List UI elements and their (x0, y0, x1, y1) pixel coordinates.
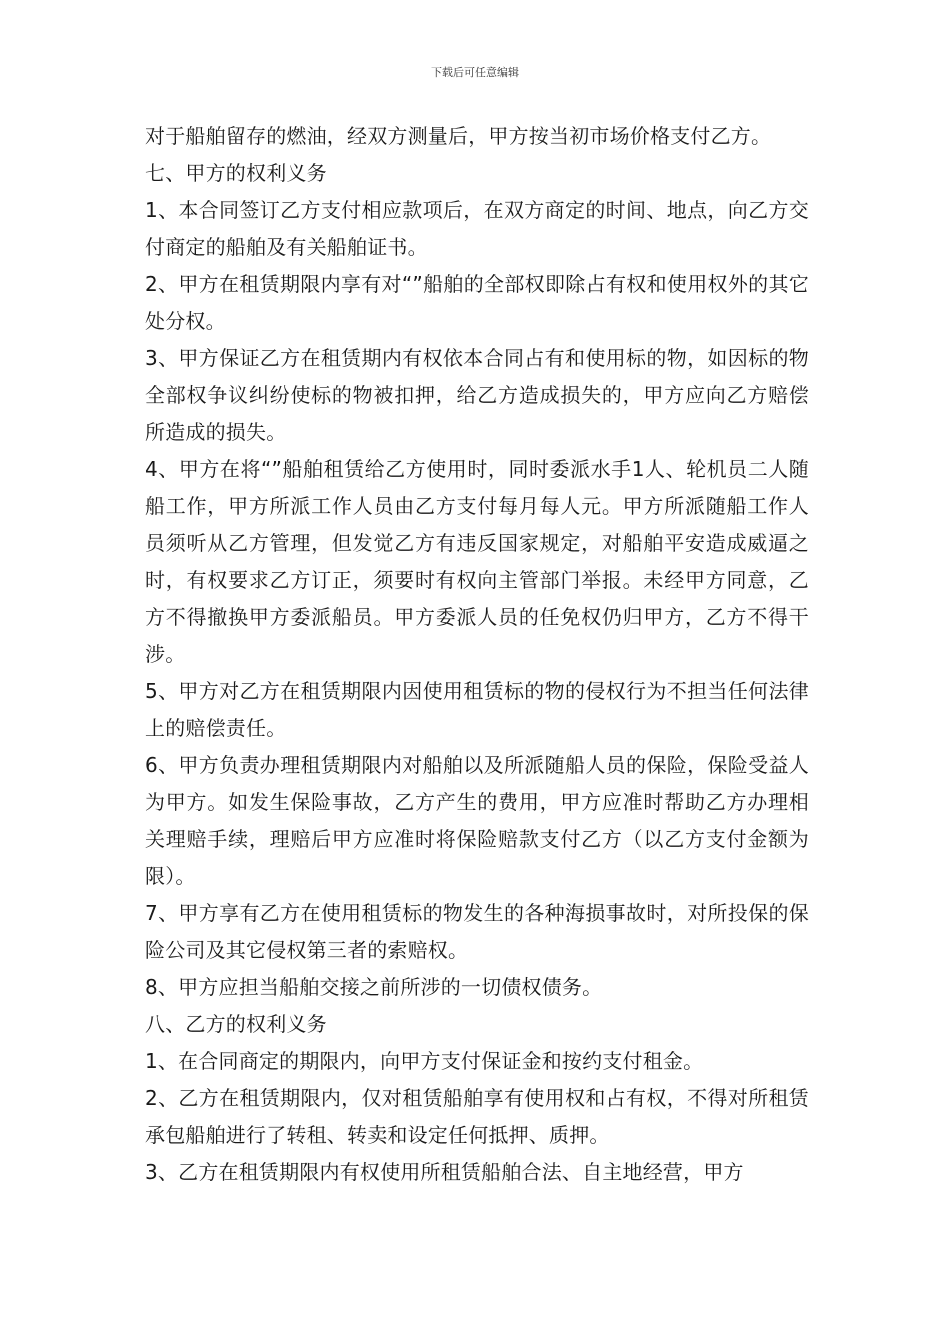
paragraph: 6、甲方负责办理租赁期限内对船舶以及所派随船人员的保险，保险受益人为甲方。如发生保险事故，乙方产生的费用，甲方应准时帮助乙方办理相关理赔手续，理赔后甲方应准时将保险赔款支付乙方（以乙方支付金额为限）。 (145, 753, 809, 888)
document-body (145, 118, 809, 1191)
section-heading: 八、乙方的权利义务 (145, 1012, 327, 1036)
paragraph: 4、甲方在将“”船舶租赁给乙方使用时，同时委派水手1人、轮机员二人随船工作，甲方所派工作人员由乙方支付每月每人元。甲方所派随船工作人员须听从乙方管理，但发觉乙方有违反国家规定，对船舶平安造成威逼之时，有权要求乙方订正，须要时有权向主管部门举报。未经甲方同意，乙方不得撤换甲方委派船员。甲方委派人员的任免权仍归甲方，乙方不得干涉。 (145, 457, 809, 666)
paragraph: 2、乙方在租赁期限内，仅对租赁船舶享有使用权和占有权，不得对所租赁承包船舶进行了转租、转卖和设定任何抵押、质押。 (145, 1086, 809, 1147)
paragraph: 1、本合同签订乙方支付相应款项后，在双方商定的时间、地点，向乙方交付商定的船舶及有关船舶证书。 (145, 198, 809, 259)
section-heading: 七、甲方的权利义务 (145, 161, 327, 185)
paragraph: 2、甲方在租赁期限内享有对“”船舶的全部权即除占有权和使用权外的其它处分权。 (145, 272, 809, 333)
paragraph: 3、甲方保证乙方在租赁期内有权依本合同占有和使用标的物，如因标的物全部权争议纠纷使标的物被扣押，给乙方造成损失的，甲方应向乙方赔偿所造成的损失。 (145, 346, 809, 444)
paragraph: 对于船舶留存的燃油，经双方测量后，甲方按当初市场价格支付乙方。 (145, 124, 772, 148)
paragraph: 1、在合同商定的期限内，向甲方支付保证金和按约支付租金。 (145, 1049, 704, 1073)
paragraph: 5、甲方对乙方在租赁期限内因使用租赁标的物的侵权行为不担当任何法律上的赔偿责任。 (145, 679, 809, 740)
paragraph: 8、甲方应担当船舶交接之前所涉的一切债权债务。 (145, 975, 603, 999)
page-header: 下载后可任意编辑 (431, 66, 519, 79)
paragraph: 7、甲方享有乙方在使用租赁标的物发生的各种海损事故时，对所投保的保险公司及其它侵权第三者的索赔权。 (145, 901, 809, 962)
paragraph: 3、乙方在租赁期限内有权使用所租赁船舶合法、自主地经营，甲方 (145, 1160, 744, 1184)
